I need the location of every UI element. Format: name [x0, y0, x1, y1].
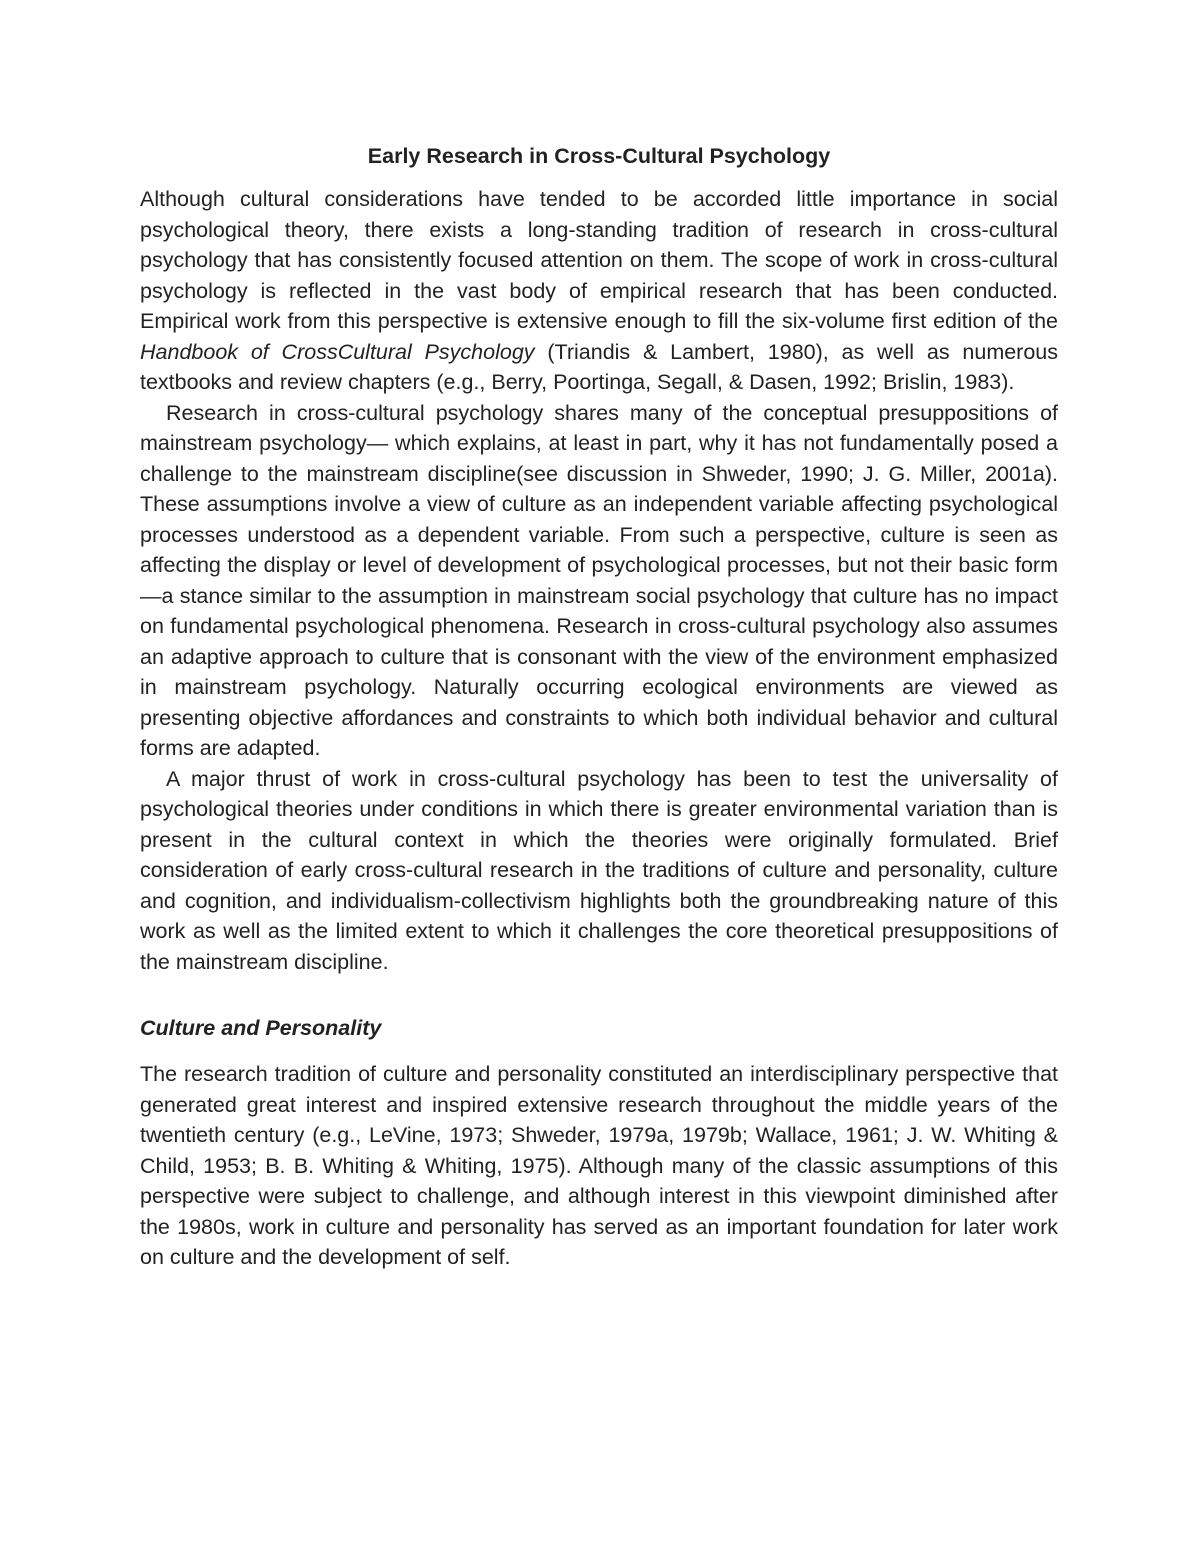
- paragraph-intro-text: Although cultural considerations have tended to be accorded little importance in social psychological theory, there exists a long-standing tradition of research in cross-cultural psychology that has consistently focused attention on them. The scope of work in cross-cultural psychology is reflected in the vast body of empirical research that has been conducted. Empirical work from this perspective is extensive enough to fill the six-volume first edition of the: [140, 187, 1058, 333]
- paragraph-culture-personality: The research tradition of culture and personality constituted an interdisciplinary perspective that generated great interest and inspired extensive research throughout the middle years of the twentieth century (e.g., LeVine, 1973; Shweder, 1979a, 1979b; Wallace, 1961; J. W. Whiting & Child, 1953; B. B. Whiting & Whiting, 1975). Although many of the classic assumptions of this perspective were subject to challenge, and although interest in this viewpoint diminished after the 1980s, work in culture and personality has served as an important foundation for later work on culture and the development of self.: [140, 1062, 1058, 1269]
- handbook-title: Handbook of CrossCultural Psychology: [140, 339, 535, 364]
- document-page: [140, 140, 1058, 1273]
- section-heading: Culture and Personality: [140, 1016, 382, 1040]
- paragraph-universality: A major thrust of work in cross-cultural psychology has been to test the universality of psychological theories under conditions in which there is greater environmental variation than is present in the cultural context in which the theories were originally formulated. Brief consideration of early cross-cultural research in the traditions of culture and personality, culture and cognition, and individualism-collectivism highlights both the groundbreaking nature of this work as well as the limited extent to which it challenges the core theoretical presuppositions of the mainstream discipline.: [140, 766, 1058, 974]
- paragraph-presuppositions: Research in cross-cultural psychology shares many of the conceptual presuppositions of mainstream psychology— which explains, at least in part, why it has not fundamentally posed a challenge to the mainstream discipline(see discussion in Shweder, 1990; J. G. Miller, 2001a). These assumptions involve a view of culture as an independent variable affecting psychological processes understood as a dependent variable. From such a perspective, culture is seen as affecting the display or level of development of psychological processes, but not their basic form—a stance similar to the assumption in mainstream social psychology that culture has no impact on fundamental psychological phenomena. Research in cross-cultural psychology also assumes an adaptive approach to culture that is consonant with the view of the environment emphasized in mainstream psychology. Naturally occurring ecological environments are viewed as presenting objective affordances and constraints to which both individual behavior and cultural forms are adapted.: [140, 400, 1058, 760]
- page-title: Early Research in Cross-Cultural Psychology: [367, 144, 831, 168]
- paragraph-intro-citation: (Triandis & Lambert, 1980), as well as numerous textbooks and review chapters (e.g., Berry, Poortinga, Segall, & Dasen, 1992; Brislin, 1983).: [140, 339, 1059, 394]
- paragraph-intro: [140, 184, 1058, 398]
